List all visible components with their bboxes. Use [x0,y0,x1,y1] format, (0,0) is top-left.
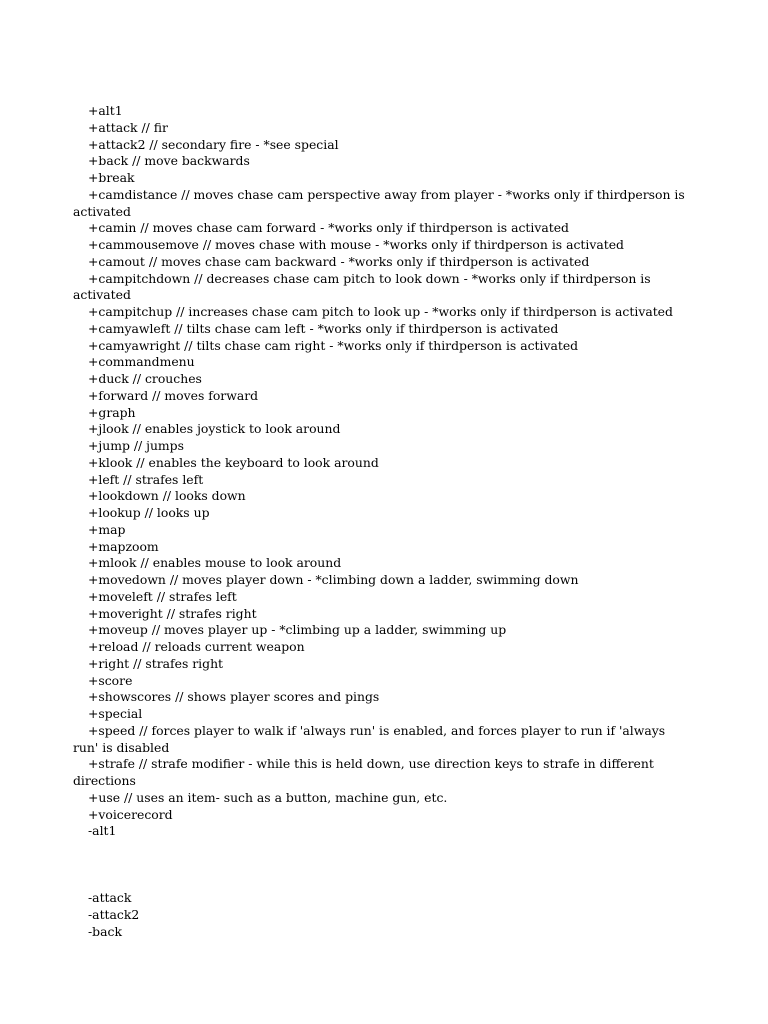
blank-gap [73,840,693,890]
line-item: +forward // moves forward [88,387,259,403]
line-item: +score [88,672,133,688]
line-item: +right // strafes right [88,655,224,671]
line-item: +lookdown // looks down [88,488,246,504]
line-item: +camyawleft // tilts chase cam left - *works only if thirdperson is activated [88,320,559,336]
line-item: +camdistance // moves chase cam perspective away from player - *works only if thirdperson is activated [73,186,685,219]
line-item: +mlook // enables mouse to look around [88,555,342,571]
line-item: -attack2 [88,907,140,922]
line-item: +use // uses an item- such as a button, machine gun, etc. [88,789,448,805]
line-item: +commandmenu [88,354,195,370]
command-list-top [73,103,693,840]
line-item: +back // move backwards [88,153,250,169]
line-item: +break [88,170,135,185]
line-item: +lookup // looks up [88,505,210,520]
line-item: +klook // enables the keyboard to look around [88,454,379,470]
line-item: +cammousemove // moves chase with mouse - *works only if thirdperson is activated [88,237,624,252]
line-item: +camout // moves chase cam backward - *works only if thirdperson is activated [88,253,590,269]
line-item: -back [88,923,122,939]
line-item: +speed // forces player to walk if 'always run' is enabled, and forces player to run if 'always run' is disabled [73,722,666,755]
line-item: +campitchdown // decreases chase cam pitch to look down - *works only if thirdperson is activated [73,270,651,303]
line-item: -alt1 [88,823,117,839]
line-item: +movedown // moves player down - *climbing down a ladder, swimming down [88,572,579,587]
line-item: +showscores // shows player scores and pings [88,689,380,705]
line-item: +camin // moves chase cam forward - *works only if thirdperson is activated [88,220,569,236]
line-item: +alt1 [88,103,123,118]
command-list-bottom [73,890,693,940]
line-item: +campitchup // increases chase cam pitch to look up - *works only if thirdperson is activated [88,304,673,319]
line-item: +mapzoom [88,538,159,554]
line-item: +voicerecord [88,806,173,822]
line-item: +graph [88,404,136,420]
line-item: +strafe // strafe modifier - while this is held down, use direction keys to strafe in different directions [73,756,654,788]
line-item: +jlook // enables joystick to look around [88,421,341,437]
line-item: +attack // fir [88,119,168,135]
line-item: +reload // reloads current weapon [88,639,305,654]
line-item: +special [88,706,143,721]
line-item: +jump // jumps [88,438,184,453]
line-item: +map [88,521,126,537]
line-item: +attack2 // secondary fire - *see special [88,136,339,152]
line-item: +duck // crouches [88,371,202,386]
line-item: -attack [88,890,132,906]
line-item: +moveup // moves player up - *climbing up a ladder, swimming up [88,622,507,638]
line-item: +left // strafes left [88,471,204,487]
line-item: +camyawright // tilts chase cam right - *works only if thirdperson is activated [88,337,579,353]
document-page [73,103,693,941]
line-item: +moveleft // strafes left [88,588,237,604]
line-item: +moveright // strafes right [88,605,257,621]
